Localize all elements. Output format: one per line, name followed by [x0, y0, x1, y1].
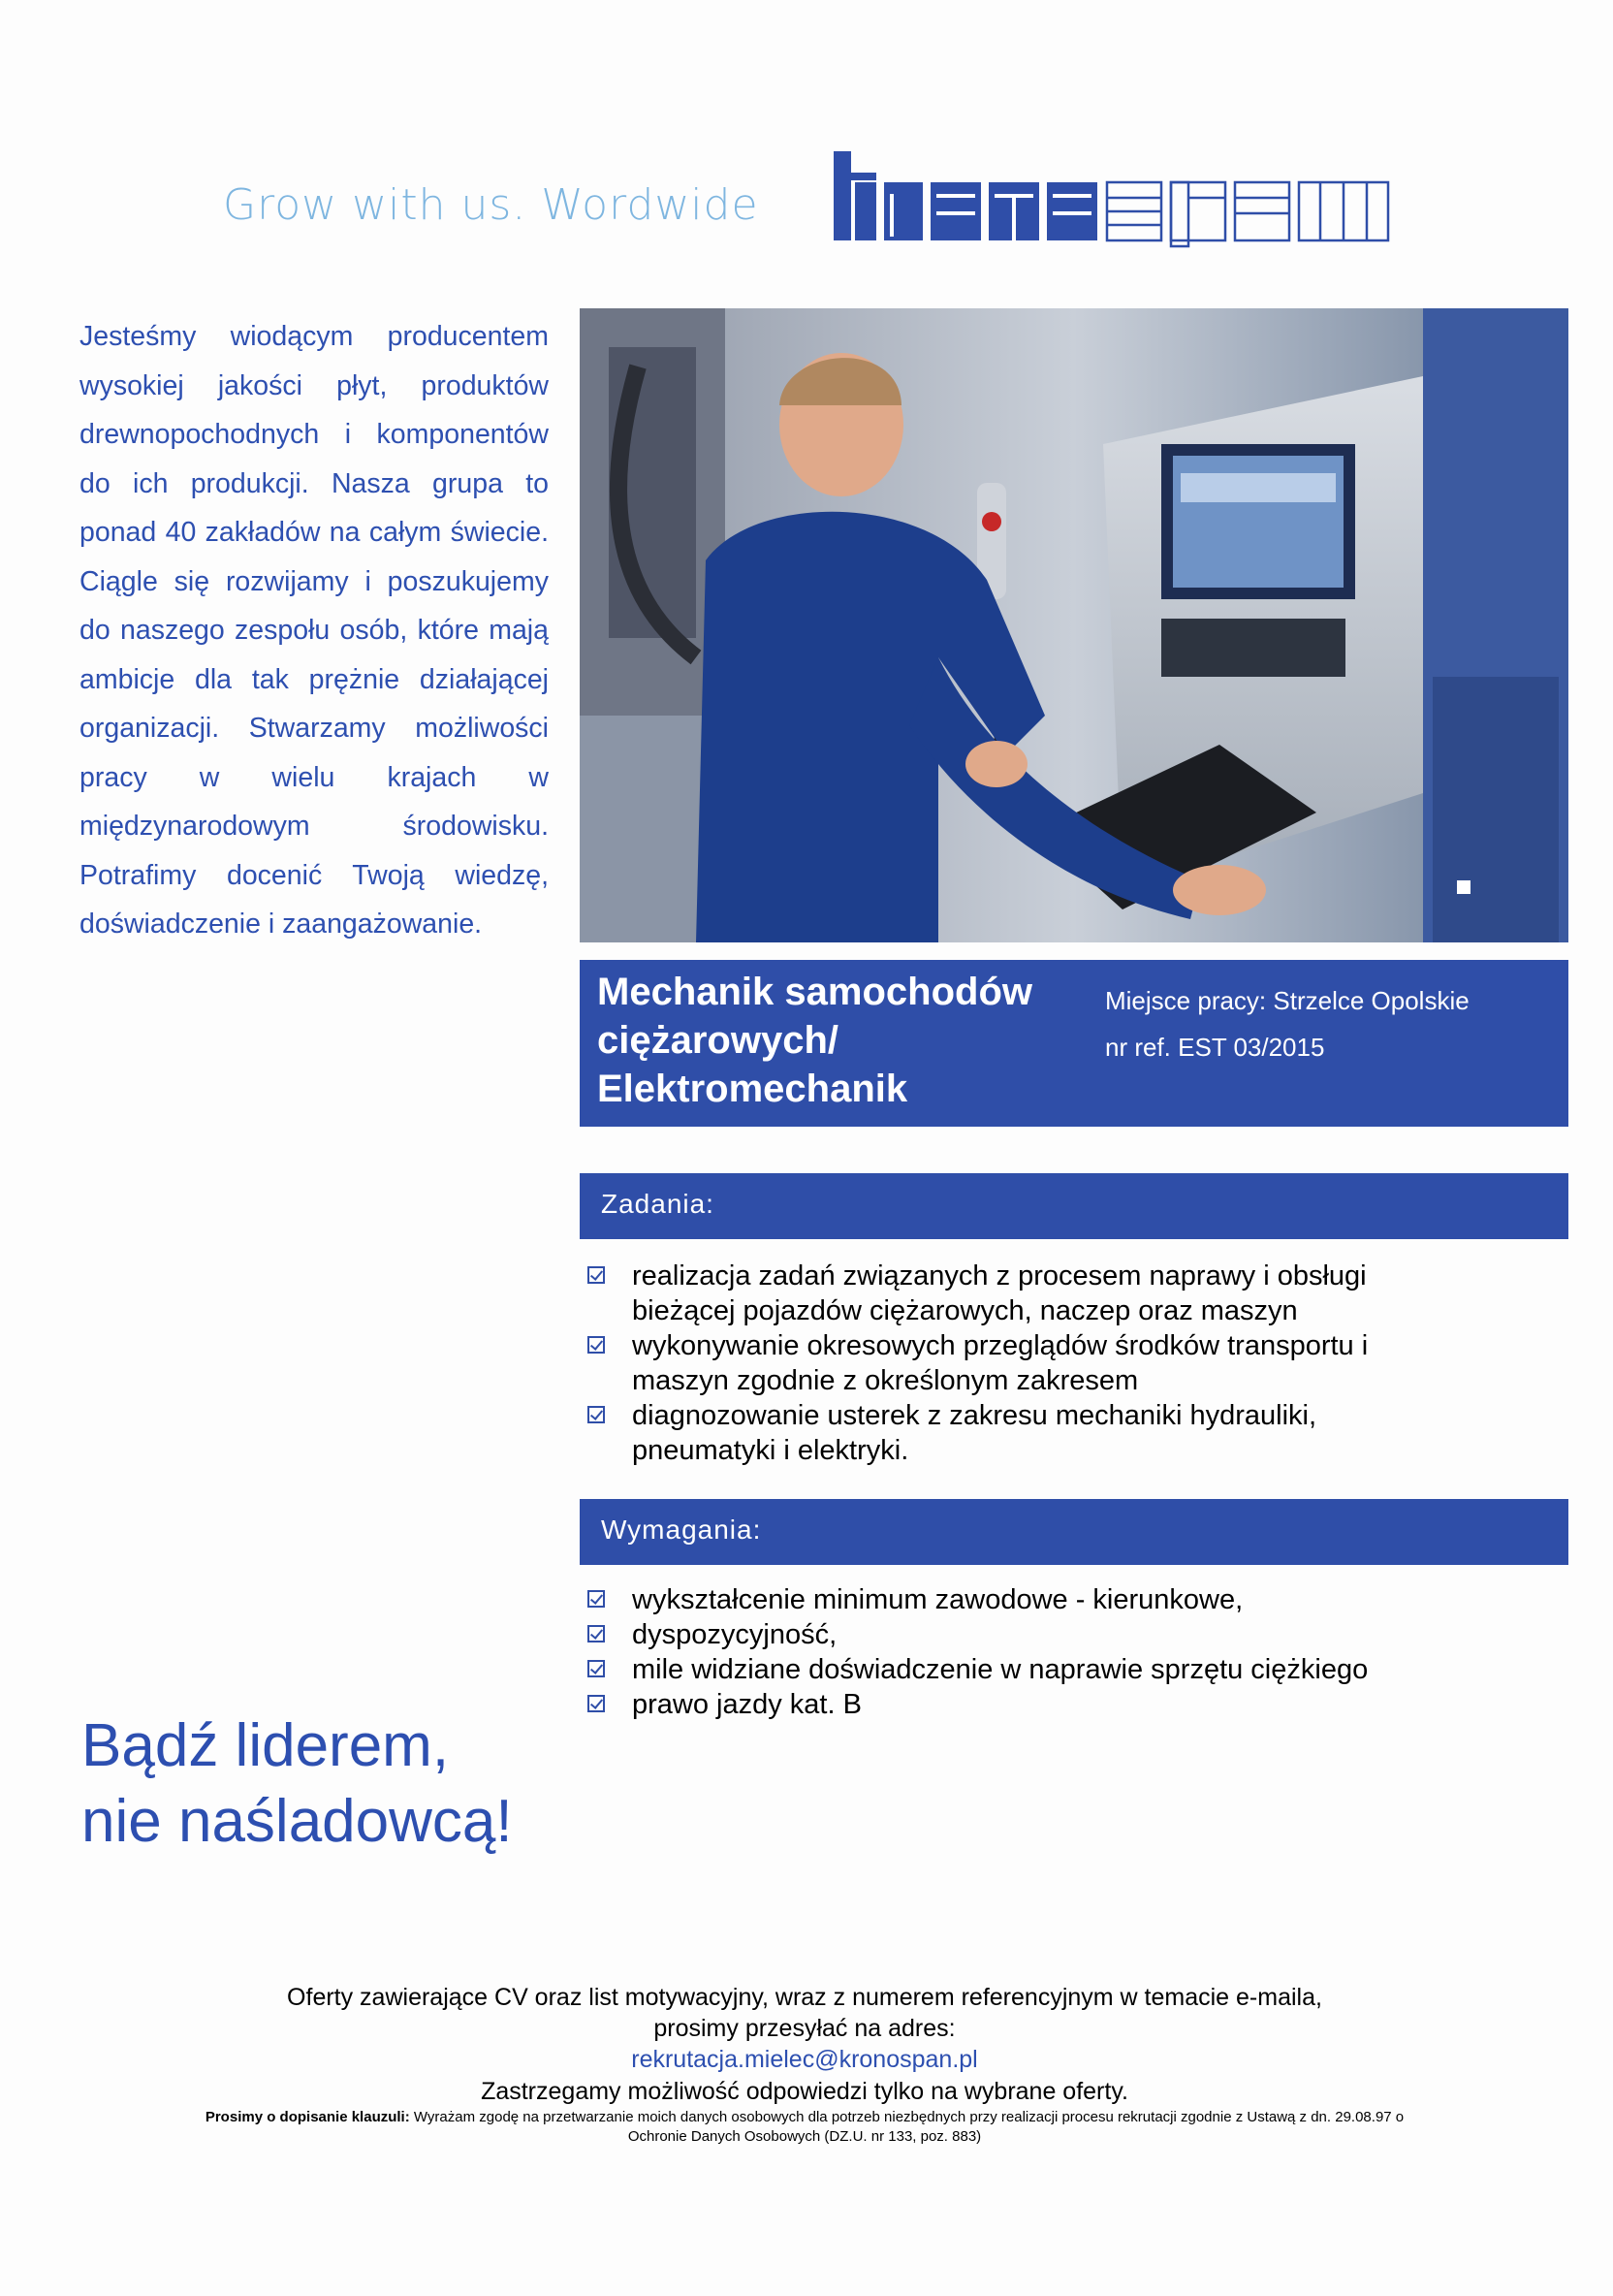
list-item: [587, 1328, 1411, 1398]
wymagania-heading: Wymagania:: [601, 1515, 762, 1545]
zadania-heading-bar: [580, 1173, 1568, 1239]
footer: [174, 1982, 1435, 2147]
gdpr-clause-text: Wyrażam zgodę na przetwarzanie moich danych osobowych dla potrzeb niezbędnych przy realizacji procesu rekrutacji zgodnie z Ustawą z dn. 29.08.97 o Ochronie Danych Osobowych (DZ.U. nr 133, poz. 883): [413, 2109, 1405, 2145]
kronospan-logo-graphic: [832, 144, 1394, 248]
checkbox-icon: [587, 1695, 605, 1712]
list-item-text: prawo jazdy kat. B: [632, 1689, 862, 1720]
footer-instructions-cont: prosimy przesyłać na adres:: [653, 2015, 956, 2042]
gdpr-clause-label: Prosimy o dopisanie klauzuli:: [205, 2109, 410, 2125]
job-meta: [1105, 977, 1470, 1070]
list-item-text: realizacja zadań związanych z procesem naprawy i obsługi bieżącej pojazdów ciężarowych, naczep oraz maszyn: [632, 1260, 1367, 1326]
job-title-line: Mechanik samochodów: [597, 971, 1032, 1013]
contact-email-link[interactable]: rekrutacja.mielec@kronospan.pl: [631, 2046, 978, 2073]
list-item-text: diagnozowanie usterek z zakresu mechaniki hydrauliki, pneumatyki i elektryki.: [632, 1400, 1317, 1466]
list-item-text: wykształcenie minimum zawodowe - kierunkowe,: [632, 1584, 1244, 1615]
job-title-box: [580, 960, 1568, 1127]
wymagania-heading-bar: [580, 1499, 1568, 1565]
zadania-heading: Zadania:: [601, 1189, 714, 1219]
list-item: [587, 1582, 1411, 1617]
list-item: [587, 1687, 1411, 1722]
job-location: Miejsce pracy: Strzelce Opolskie: [1105, 986, 1470, 1015]
list-item: [587, 1652, 1411, 1687]
job-title-line: ciężarowych/: [597, 1019, 839, 1062]
list-item-text: dyspozycyjność,: [632, 1619, 838, 1650]
list-item: [587, 1617, 1411, 1652]
list-item: [587, 1259, 1411, 1328]
checkbox-icon: [587, 1590, 605, 1608]
job-reference: nr ref. EST 03/2015: [1105, 1033, 1325, 1062]
job-title: [597, 968, 1121, 1113]
checkbox-icon: [587, 1625, 605, 1642]
footer-reservation: Zastrzegamy możliwość odpowiedzi tylko na wybrane oferty.: [481, 2078, 1128, 2105]
slogan-line: Bądź liderem,: [81, 1712, 450, 1779]
gdpr-clause: [174, 2108, 1435, 2147]
checkbox-icon: [587, 1266, 605, 1284]
slogan: [81, 1708, 513, 1860]
checkbox-icon: [587, 1406, 605, 1423]
list-item-text: mile widziane doświadczenie w naprawie sprzętu ciężkiego: [632, 1654, 1369, 1685]
checkbox-icon: [587, 1660, 605, 1677]
checkbox-icon: [587, 1336, 605, 1354]
worker-photo: [580, 308, 1568, 942]
kronospan-logo: [832, 144, 1394, 248]
list-item: [587, 1398, 1411, 1468]
zadania-list: [587, 1259, 1411, 1468]
footer-instructions: Oferty zawierające CV oraz list motywacyjny, wraz z numerem referencyjnym w temacie e-maila,: [287, 1984, 1322, 2011]
list-item-text: wykonywanie okresowych przeglądów środków transportu i maszyn zgodnie z określonym zakresem: [632, 1330, 1369, 1396]
wymagania-list: [587, 1582, 1411, 1722]
job-title-line: Elektromechanik: [597, 1068, 908, 1110]
intro-paragraph: Jesteśmy wiodącym producentem wysokiej jakości płyt, produktów drewnopochodnych i komponentów do ich produkcji. Nasza grupa to ponad 40 zakładów na całym świecie. Ciągle się rozwijamy i poszukujemy do naszego zespołu osób, które mają ambicje dla tak prężnie działającej organizacji. Stwarzamy możliwości pracy w wielu krajach w międzynarodowym środowisku. Potrafimy docenić Twoją wiedzę, doświadczenie i zaangażowanie.: [79, 321, 549, 940]
slogan-line: nie naśladowcą!: [81, 1788, 513, 1855]
tagline: Grow with us. Wordwide: [223, 180, 759, 230]
